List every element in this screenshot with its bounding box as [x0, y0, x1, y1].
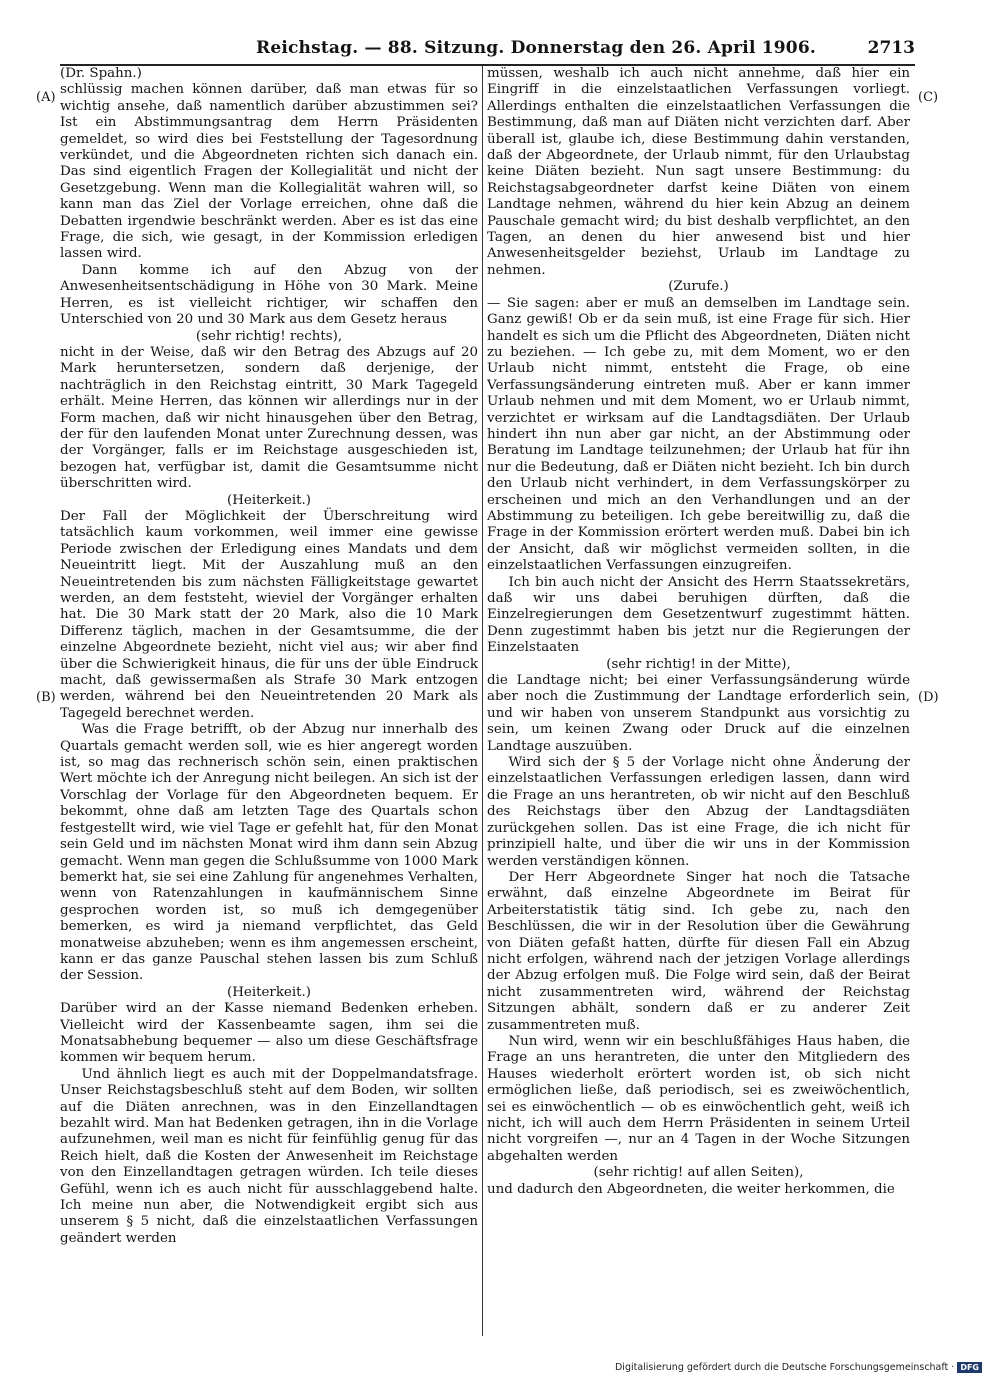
- paragraph: schlüssig machen können darüber, daß man etwas für so wichtig ansehe, daß namentlich darüber abzustimmen sei? Ist ein Abstimmungsantrag dem Herrn Präsidenten gemeldet, so wird dies bei Feststellung der Tagesordnung verkündet, und die Abgeordneten richten sich danach ein. Das sind eigentlich Fragen der Kollegialität und nicht der Gesetzgebung. Wenn man die Kollegialität wahren will, so kann man das Ziel der Vorlage erreichen, ohne daß die Debatten irgendwie beschränkt werden. Aber es ist das eine Frage, die sich, wie gesagt, in der Kommission erledigen lassen wird.: [60, 82, 478, 262]
- running-title: Reichstag. — 88. Sitzung. Donnerstag den 26. April 1906.: [256, 38, 816, 58]
- dfg-logo: DFG: [957, 1362, 982, 1373]
- speaker-name: (Dr. Spahn.): [60, 66, 142, 81]
- paragraph: Was die Frage betrifft, ob der Abzug nur innerhalb des Quartals gemacht werden soll, wie es hier angeregt worden ist, so mag das rechnerisch schön sein, einen praktischen Wert möchte ich der Anregung nicht beilegen. An sich ist der Vorschlag der Vorlage für den Abgeordneten bequem. Er bekommt, ohne daß am letzten Tage des Quartals schon festgestellt wird, wie viel Tage er gefehlt hat, für den Monat sein Geld und im nächsten Monat wird ihm dann sein Abzug gemacht. Wenn man gegen die Schlußsumme von 1000 Mark bemerkt hat, sie sei eine Zahlung für angenehmes Verhalten, wenn von Ratenzahlungen in kaufmännischem Sinne gesprochen worden ist, so muß ich demgegenüber bemerken, es wird ja niemand verpflichtet, das Geld monatweise abzuheben; wenn es ihm angemessen erscheint, kann er das ganze Pauschal stehen lassen bis zum Schluß der Session.: [60, 722, 478, 984]
- interjection: (Heiterkeit.): [227, 492, 311, 508]
- interjection: (sehr richtig! rechts),: [195, 328, 343, 344]
- interjection: (Zurufe.): [668, 279, 729, 295]
- paragraph: — Sie sagen: aber er muß an demselben im Landtage sein. Ganz gewiß! Ob er da sein muß, ist eine Frage für sich. Hier handelt es sich um die Pflicht des Abgeordneten, Diäten nicht zu beziehen. — Ich gebe zu, mit dem Moment, wo er den Urlaub nicht nimmt, entsteht die Frage, ob eine Verfassungsänderung eintreten muß. Aber er kann immer Urlaub nehmen und mit dem Moment, wo er Urlaub nimmt, verzichtet er wirksam auf die Landtagsdiäten. Der Urlaub hindert ihn nun aber gar nicht, an der Abstimmung oder Beratung im Landtage teilzunehmen; der Urlaub hat für ihn nur die Bedeutung, daß er Diäten nicht bezieht. Ich bin durch den Urlaub nicht verhindert, in dem Verfassungskörper zu erscheinen und mich an den Verhandlungen und an der Abstimmung zu beteiligen. Ich gebe bereitwillig zu, daß die Frage in der Kommission erörtert werden muß. Dabei bin ich der Ansicht, daß wir möglichst vermeiden sollten, in die einzelstaatlichen Verfassungen einzugreifen.: [487, 295, 910, 574]
- paragraph: Ich bin auch nicht der Ansicht des Herrn Staatssekretärs, daß wir uns dabei beruhigen dürften, daß die Einzelregierungen dem Gesetzentwurf zugestimmt hätten. Denn zugestimmt haben bis jetzt nur die Regierungen der Einzelstaaten: [487, 574, 910, 656]
- paragraph: Dann komme ich auf den Abzug von der Anwesenheitsentschädigung in Höhe von 30 Mark. Meine Herren, es ist vielleicht richtiger, wir schaffen den Unterschied von 20 und 30 Mark aus dem Gesetz heraus: [60, 262, 478, 328]
- digitization-credit: [615, 1362, 982, 1373]
- paragraph: Der Fall der Möglichkeit der Überschreitung wird tatsächlich kaum vorkommen, weil immer eine gewisse Periode zwischen der Erledigung eines Mandats und dem Neueintritt liegt. Mit der Auszahlung muß an den Neueintretenden bis zum nächsten Fälligkeitstage gewartet werden, an dem feststeht, wieviel der Vorgänger erhalten hat. Die 30 Mark statt der 20 Mark, also die 10 Mark Differenz täglich, machen in der Gesamtsumme, die der einzelne Abgeordnete bezieht, nicht viel aus; wir aber find über die Schwierigkeit hinaus, die für uns der üble Eindruck macht, daß gewissermaßen als Strafe 30 Mark entzogen werden, während bei den Neueintretenden 20 Mark als Tagegeld berechnet werden.: [60, 508, 478, 721]
- column-divider: [482, 66, 483, 1336]
- running-header: [60, 38, 915, 64]
- left-column: [60, 66, 478, 1336]
- margin-mark-c: (C): [918, 90, 939, 105]
- paragraph: die Landtage nicht; bei einer Verfassungsänderung würde aber noch die Zustimmung der Landtage erforderlich sein, und wir haben von unserem Standpunkt aus vorsichtig zu sein, um keinen Zwang oder Druck auf die einzelnen Landtage auszuüben.: [487, 673, 910, 754]
- paragraph: Darüber wird an der Kasse niemand Bedenken erheben. Vielleicht wird der Kassenbeamte sagen, ihm sei die Monatsabhebung bequemer — also um diese Geschäftsfrage kommen wir bequem herum.: [60, 1001, 478, 1066]
- right-column: [487, 66, 910, 1336]
- paragraph: Nun wird, wenn wir ein beschlußfähiges Haus haben, die Frage an uns herantreten, die unter den Mitgliedern des Hauses wiederholt erörtert worden ist, ob sich nicht ermöglichen ließe, daß periodisch, sei es zweiwöchentlich, sei es einwöchentlich — ob es einwöchentlich geht, weiß ich nicht, ich will auch dem Herrn Präsidenten in seinem Urteil nicht vorgreifen —, nur an 4 Tagen in der Woche Sitzungen abgehalten werden: [487, 1033, 910, 1164]
- interjection: (sehr richtig! in der Mitte),: [606, 656, 791, 672]
- paragraph: Der Herr Abgeordnete Singer hat noch die Tatsache erwähnt, daß einzelne Abgeordnete im Beirat für Arbeiterstatistik tätig sind. Ich gebe zu, nach den Beschlüssen, die wir in der Resolution über die Gewährung von Diäten gefaßt hatten, dürfte für diesen Fall ein Abzug nicht erfolgen, während nach der jetzigen Vorlage allerdings der Abzug erfolgen muß. Die Folge wird sein, daß der Beirat nicht zusammentreten wird, während der Reichstag Sitzungen abhält, sondern daß er zu anderer Zeit zusammentreten muß.: [487, 869, 910, 1033]
- margin-mark-a: (A): [36, 90, 56, 105]
- margin-mark-d: (D): [918, 690, 939, 705]
- margin-mark-b: (B): [36, 690, 56, 705]
- paragraph: nicht in der Weise, daß wir den Betrag des Abzugs auf 20 Mark heruntersetzen, sondern daß derjenige, der nachträglich in den Reichstag eintritt, 30 Mark Tagegeld erhält. Meine Herren, das können wir allerdings nur in der Form machen, daß wir nicht hinausgehen über den Betrag, der für den laufenden Monat unter Zurechnung dessen, was der Vorgänger, falls er im Reichstage ausgeschieden ist, bezogen hat, verfügbar ist, damit die Gesamtsumme nicht überschritten wird.: [60, 344, 478, 492]
- credit-text: Digitalisierung gefördert durch die Deutsche Forschungsgemeinschaft ·: [614, 1362, 955, 1373]
- paragraph: Wird sich der § 5 der Vorlage nicht ohne Änderung der einzelstaatlichen Verfassungen erledigen lassen, dann wird die Frage an uns herantreten, ob wir nicht auf den Beschluß des Reichstags über den Abzug der Landtagsdiäten zurückgehen sollen. Das ist eine Frage, die ich nicht für prinzipiell halte, und über die wir uns in der Kommission werden verständigen können.: [487, 755, 910, 869]
- paragraph: und dadurch den Abgeordneten, die weiter herkommen, die: [487, 1181, 895, 1197]
- interjection: (Heiterkeit.): [227, 984, 311, 1000]
- page-number: 2713: [867, 38, 915, 58]
- paragraph: müssen, weshalb ich auch nicht annehme, daß hier ein Eingriff in die einzelstaatlichen Verfassungen vorliegt. Allerdings enthalten die einzelstaatlichen Verfassungen die Bestimmung, daß man auf Diäten nicht verzichten darf. Aber überall ist, glaube ich, diese Bestimmung dahin verstanden, daß der Abgeordnete, der Urlaub nimmt, für den Urlaubstag keine Diäten bezieht. Nun sagt unsere Bestimmung: du Reichstagsabgeordneter darfst keine Diäten von einem Landtage nehmen, während du hier kein Abzug an deinem Pauschale gemacht wird; du bist deshalb verpflichtet, an den Tagen, an denen du hier anwesend bist und hier Anwesenheitsgelder beziehst, Urlaub im Landtage zu nehmen.: [487, 66, 910, 278]
- interjection: (sehr richtig! auf allen Seiten),: [593, 1165, 804, 1181]
- paragraph: Und ähnlich liegt es auch mit der Doppelmandatsfrage. Unser Reichstagsbeschluß steht auf dem Boden, wir sollten auf die Diäten anrechnen, was in den Einzellandtagen bezahlt wird. Man hat Bedenken getragen, ihn in die Vorlage aufzunehmen, weil man es nicht für feinfühlig genug für das Reich hielt, daß die Kosten der Anwesenheit im Reichstage von den Einzellandtagen getragen würden. Ich teile dieses Gefühl, wenn ich es auch nicht für ausschlaggebend halte. Ich meine nun aber, die Notwendigkeit ergibt sich aus unserem § 5 nicht, daß die einzelstaatlichen Verfassungen geändert werden: [60, 1066, 478, 1246]
